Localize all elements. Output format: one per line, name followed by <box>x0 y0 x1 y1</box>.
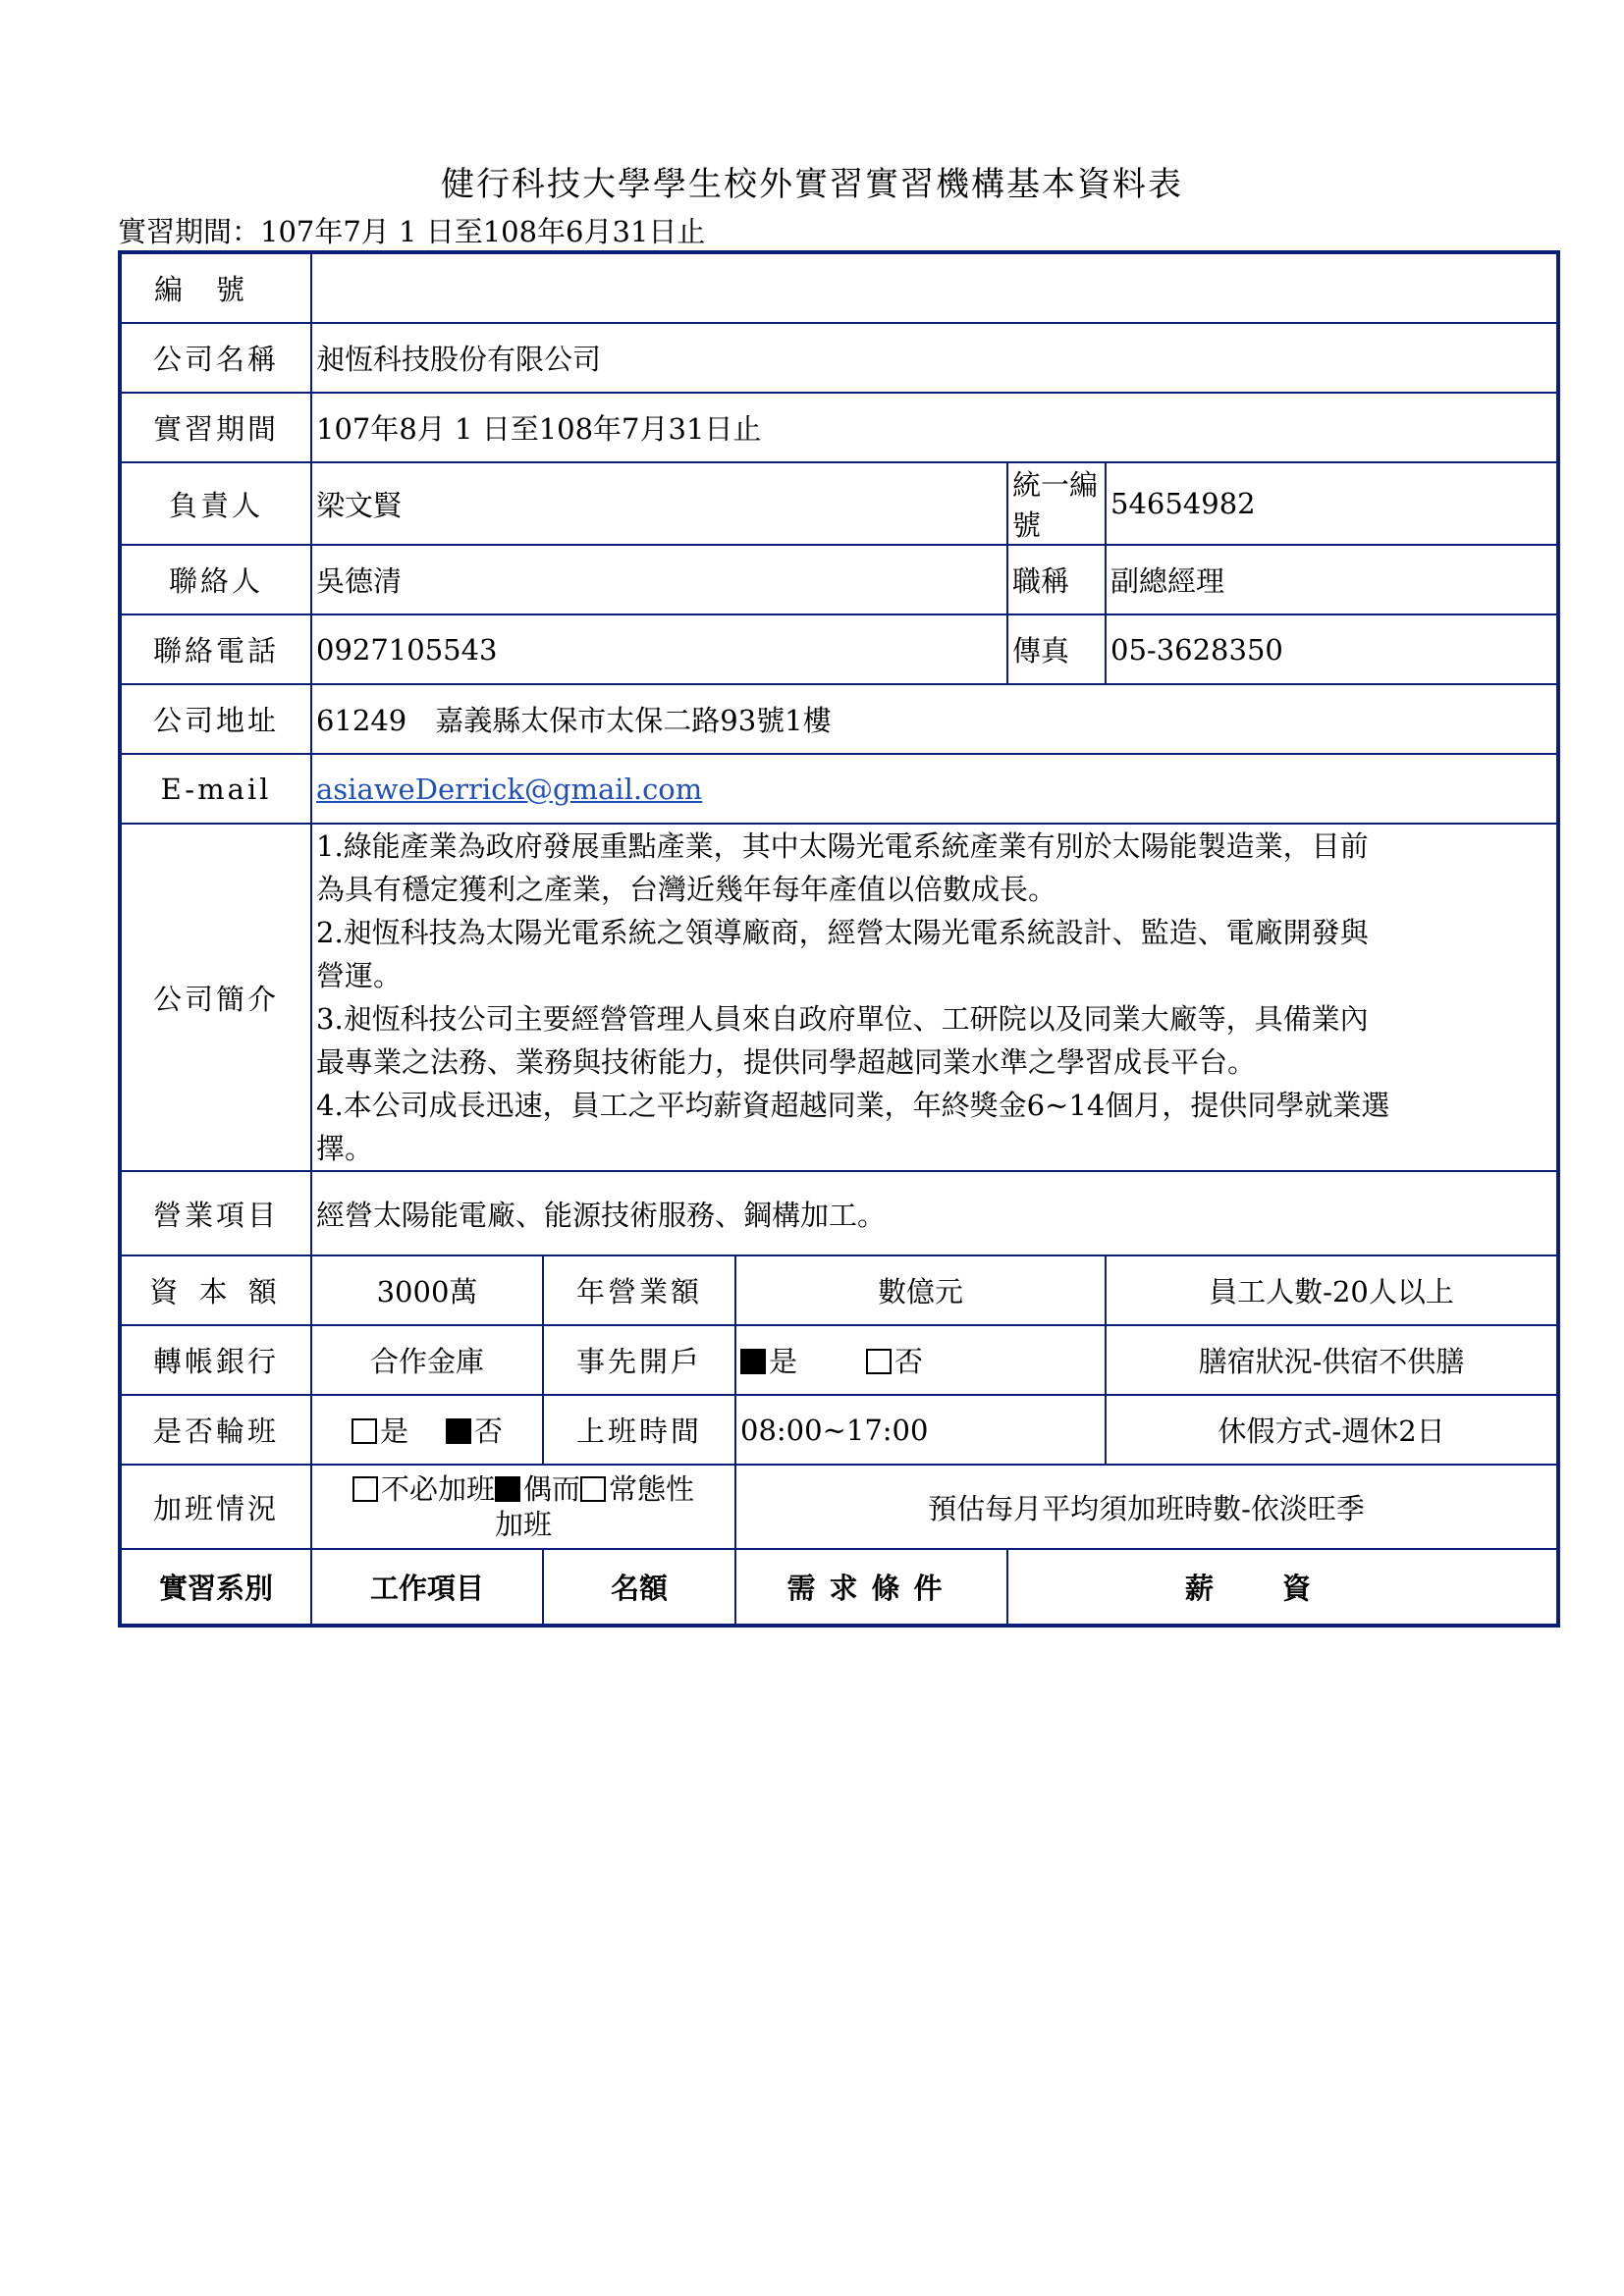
value-pre-account <box>735 1325 1106 1395</box>
label-contact: 聯絡人 <box>120 545 311 614</box>
label-pre-account: 事先開戶 <box>543 1325 735 1395</box>
value-business[interactable]: 經營太陽能電廠、能源技術服務、鋼構加工。 <box>311 1171 1558 1255</box>
value-tax-id[interactable]: 54654982 <box>1106 462 1558 545</box>
intro-line: 2.昶恆科技為太陽光電系統之領導廠商，經營太陽光電系統設計、監造、電廠開發與 <box>316 916 1369 949</box>
label-company-name: 公司名稱 <box>120 323 311 393</box>
header-work-items: 工作項目 <box>311 1549 543 1626</box>
header-quota: 名額 <box>543 1549 735 1626</box>
value-board[interactable]: 膳宿狀況-供宿不供膳 <box>1106 1325 1558 1395</box>
value-job-title[interactable]: 副總經理 <box>1106 545 1558 614</box>
overtime-none-checkbox[interactable] <box>352 1476 378 1502</box>
value-internship-period[interactable]: 107年8月 1 日至108年7月31日止 <box>311 393 1558 462</box>
value-bank[interactable]: 合作金庫 <box>311 1325 543 1395</box>
overtime-regular-label-cont: 加班 <box>494 1508 552 1541</box>
label-number: 編號 <box>120 252 311 323</box>
label-tax-id: 統一編號 <box>1007 462 1106 545</box>
header-department: 實習系別 <box>120 1549 311 1626</box>
period-line: 實習期間：107年7月 1 日至108年6月31日止 <box>118 215 706 248</box>
intro-line: 擇。 <box>316 1132 374 1165</box>
intro-line: 為具有穩定獲利之產業，台灣近幾年每年產值以倍數成長。 <box>316 873 1057 906</box>
overtime-occasional-label: 偶而 <box>522 1472 580 1506</box>
overtime-none-label: 不必加班 <box>380 1472 495 1506</box>
shift-yes-checkbox[interactable] <box>352 1418 377 1444</box>
value-company-name[interactable]: 昶恆科技股份有限公司 <box>311 323 1558 393</box>
shift-yes-label: 是 <box>379 1415 408 1448</box>
intro-line: 營運。 <box>316 959 403 992</box>
label-fax: 傳真 <box>1007 614 1106 684</box>
row-intro <box>120 824 1558 1171</box>
intro-line: 3.昶恆科技公司主要經營管理人員來自政府單位、工研院以及同業大廠等，具備業內 <box>316 1002 1369 1036</box>
label-shift: 是否輪班 <box>120 1395 311 1465</box>
overtime-regular-checkbox[interactable] <box>580 1476 606 1502</box>
overtime-regular-label: 常態性 <box>609 1472 695 1506</box>
pre-account-yes-checkbox[interactable] <box>740 1349 766 1374</box>
intro-line: 1.綠能產業為政府發展重點產業，其中太陽光電系統產業有別於太陽能製造業，目前 <box>316 829 1369 863</box>
label-person-in-charge: 負責人 <box>120 462 311 545</box>
label-annual-revenue: 年營業額 <box>543 1255 735 1325</box>
row-person-in-charge <box>120 462 1558 545</box>
value-employees[interactable]: 員工人數-20人以上 <box>1106 1255 1558 1325</box>
row-shift <box>120 1395 1558 1465</box>
label-business: 營業項目 <box>120 1171 311 1255</box>
value-contact[interactable]: 吳德清 <box>311 545 1007 614</box>
shift-no-label: 否 <box>474 1415 504 1448</box>
value-intro[interactable] <box>311 824 1558 1171</box>
label-internship-period: 實習期間 <box>120 393 311 462</box>
label-intro: 公司簡介 <box>120 824 311 1171</box>
intro-line: 4.本公司成長迅速，員工之平均薪資超越同業，年終獎金6~14個月，提供同學就業選 <box>316 1089 1390 1122</box>
row-bank <box>120 1325 1558 1395</box>
label-job-title: 職稱 <box>1007 545 1106 614</box>
value-phone[interactable]: 0927105543 <box>311 614 1007 684</box>
header-salary: 薪資 <box>1007 1549 1558 1626</box>
value-overtime-options <box>311 1465 735 1549</box>
value-leave[interactable]: 休假方式-週休2日 <box>1106 1395 1558 1465</box>
value-capital[interactable]: 3000萬 <box>311 1255 543 1325</box>
value-work-hours[interactable]: 08:00~17:00 <box>735 1395 1106 1465</box>
company-info-table <box>118 250 1560 1628</box>
job-table-header-row <box>120 1549 1558 1626</box>
label-bank: 轉帳銀行 <box>120 1325 311 1395</box>
document-title: 健行科技大學學生校外實習實習機構基本資料表 <box>441 165 1183 204</box>
header-requirements: 需求條件 <box>735 1549 1007 1626</box>
label-capital: 資 本 額 <box>120 1255 311 1325</box>
value-email[interactable] <box>311 754 1558 824</box>
row-phone <box>120 614 1558 684</box>
email-link[interactable]: asiaweDerrick@gmail.com <box>316 772 703 806</box>
row-address <box>120 684 1558 754</box>
intro-line: 最專業之法務、業務與技術能力，提供同學超越同業水準之學習成長平台。 <box>316 1045 1257 1079</box>
pre-account-no-checkbox[interactable] <box>866 1349 892 1374</box>
value-annual-revenue[interactable]: 數億元 <box>735 1255 1106 1325</box>
pre-account-yes-label: 是 <box>769 1345 798 1378</box>
row-contact <box>120 545 1558 614</box>
row-number <box>120 252 1558 323</box>
value-fax[interactable]: 05-3628350 <box>1106 614 1558 684</box>
label-work-hours: 上班時間 <box>543 1395 735 1465</box>
row-internship-period <box>120 393 1558 462</box>
row-business <box>120 1171 1558 1255</box>
row-email <box>120 754 1558 824</box>
row-capital <box>120 1255 1558 1325</box>
value-address[interactable]: 61249 嘉義縣太保市太保二路93號1樓 <box>311 684 1558 754</box>
pre-account-no-label: 否 <box>894 1345 924 1378</box>
row-overtime <box>120 1465 1558 1549</box>
label-overtime: 加班情況 <box>120 1465 311 1549</box>
value-overtime-hours[interactable]: 預估每月平均須加班時數-依淡旺季 <box>735 1465 1558 1549</box>
label-email: E-mail <box>120 754 311 824</box>
shift-no-checkbox[interactable] <box>446 1418 471 1444</box>
value-number[interactable] <box>311 252 1558 323</box>
row-company-name <box>120 323 1558 393</box>
label-phone: 聯絡電話 <box>120 614 311 684</box>
value-person-in-charge[interactable]: 梁文賢 <box>311 462 1007 545</box>
overtime-occasional-checkbox[interactable] <box>495 1476 520 1502</box>
value-shift <box>311 1395 543 1465</box>
label-address: 公司地址 <box>120 684 311 754</box>
